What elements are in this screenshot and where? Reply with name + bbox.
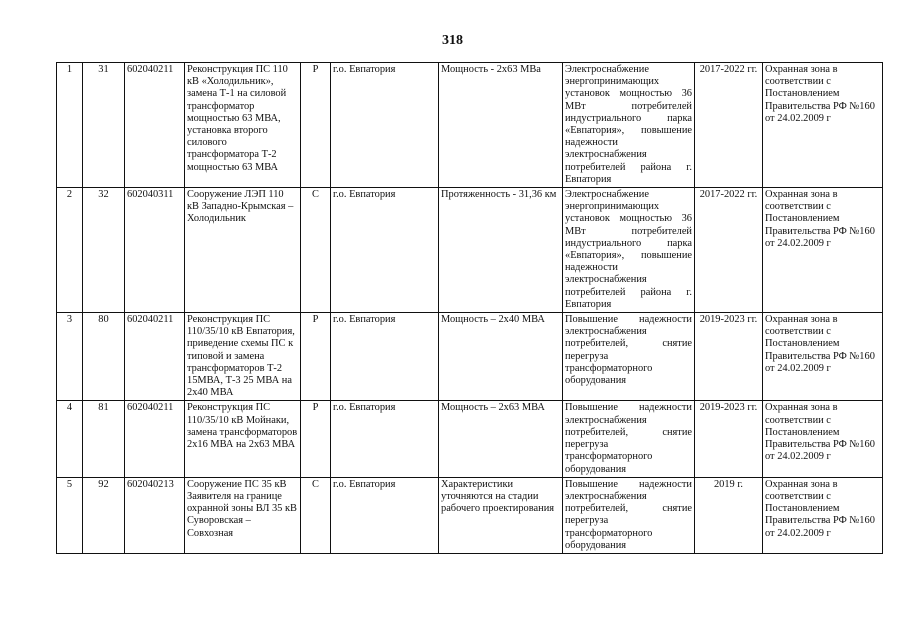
page-number: 318 (442, 33, 463, 48)
object-period: 2019 г. (695, 477, 763, 553)
object-purpose: Повышение надежности электроснабжения потребителей, снятие перегруза трансформаторного оборудования (563, 313, 695, 401)
object-location: г.о. Евпатория (331, 63, 439, 188)
table-row (57, 313, 883, 401)
object-code: 602040211 (125, 63, 185, 188)
object-period: 2017-2022 гг. (695, 63, 763, 188)
objects-table (56, 62, 883, 554)
row-number: 3 (57, 313, 83, 401)
object-name: Реконструкция ПС 110 кВ «Холодильник», замена Т-1 на силовой трансформатор мощностью 63 МВА, установка второго силового трансформатора Т-2 мощностью 63 МВА (185, 63, 301, 188)
object-characteristics: Протяженность - 31,36 км (439, 188, 563, 313)
object-characteristics: Мощность - 2х63 МВа (439, 63, 563, 188)
object-type: С (301, 477, 331, 553)
object-purpose: Электроснабжение энергопринимающих установок мощностью 36 МВт потребителей индустриального парка «Евпатория», повышение надежности электроснабжения потребителей района г. Евпатория (563, 63, 695, 188)
object-characteristics: Характеристики уточняются на стадии рабочего проектирования (439, 477, 563, 553)
object-name: Реконструкция ПС 110/35/10 кВ Мойнаки, замена трансформаторов 2х16 МВА на 2х63 МВА (185, 401, 301, 477)
object-index: 80 (83, 313, 125, 401)
row-number: 5 (57, 477, 83, 553)
object-characteristics: Мощность – 2х63 МВА (439, 401, 563, 477)
object-purpose: Повышение надежности электроснабжения потребителей, снятие перегруза трансформаторного оборудования (563, 477, 695, 553)
object-type: Р (301, 401, 331, 477)
object-index: 81 (83, 401, 125, 477)
object-purpose: Электроснабжение энергопринимающих установок мощностью 36 МВт потребителей индустриального парка «Евпатория», повышение надежности электроснабжения потребителей района г. Евпатория (563, 188, 695, 313)
object-name: Сооружение ЛЭП 110 кВ Западно-Крымская – Холодильник (185, 188, 301, 313)
object-code: 602040211 (125, 313, 185, 401)
object-protection-zone: Охранная зона в соответствии с Постановлением Правительства РФ №160 от 24.02.2009 г (763, 477, 883, 553)
object-protection-zone: Охранная зона в соответствии с Постановлением Правительства РФ №160 от 24.02.2009 г (763, 188, 883, 313)
object-name: Реконструкция ПС 110/35/10 кВ Евпатория, приведение схемы ПС к типовой и замена трансформаторов Т-2 15МВА, Т-3 25 МВА на 2х40 МВА (185, 313, 301, 401)
object-protection-zone: Охранная зона в соответствии с Постановлением Правительства РФ №160 от 24.02.2009 г (763, 313, 883, 401)
row-number: 1 (57, 63, 83, 188)
object-index: 31 (83, 63, 125, 188)
object-index: 32 (83, 188, 125, 313)
object-location: г.о. Евпатория (331, 401, 439, 477)
object-location: г.о. Евпатория (331, 477, 439, 553)
table-row (57, 188, 883, 313)
object-code: 602040213 (125, 477, 185, 553)
object-type: Р (301, 63, 331, 188)
object-location: г.о. Евпатория (331, 188, 439, 313)
object-index: 92 (83, 477, 125, 553)
table-row (57, 401, 883, 477)
object-code: 602040211 (125, 401, 185, 477)
object-name: Сооружение ПС 35 кВ Заявителя на границе охранной зоны ВЛ 35 кВ Суворовская – Совхозная (185, 477, 301, 553)
object-period: 2019-2023 гг. (695, 313, 763, 401)
object-type: Р (301, 313, 331, 401)
object-protection-zone: Охранная зона в соответствии с Постановлением Правительства РФ №160 от 24.02.2009 г (763, 401, 883, 477)
object-protection-zone: Охранная зона в соответствии с Постановлением Правительства РФ №160 от 24.02.2009 г (763, 63, 883, 188)
object-purpose: Повышение надежности электроснабжения потребителей, снятие перегруза трансформаторного оборудования (563, 401, 695, 477)
table-row (57, 63, 883, 188)
object-period: 2019-2023 гг. (695, 401, 763, 477)
object-code: 602040311 (125, 188, 185, 313)
object-type: С (301, 188, 331, 313)
row-number: 4 (57, 401, 83, 477)
table-row (57, 477, 883, 553)
row-number: 2 (57, 188, 83, 313)
object-characteristics: Мощность – 2х40 МВА (439, 313, 563, 401)
object-location: г.о. Евпатория (331, 313, 439, 401)
object-period: 2017-2022 гг. (695, 188, 763, 313)
